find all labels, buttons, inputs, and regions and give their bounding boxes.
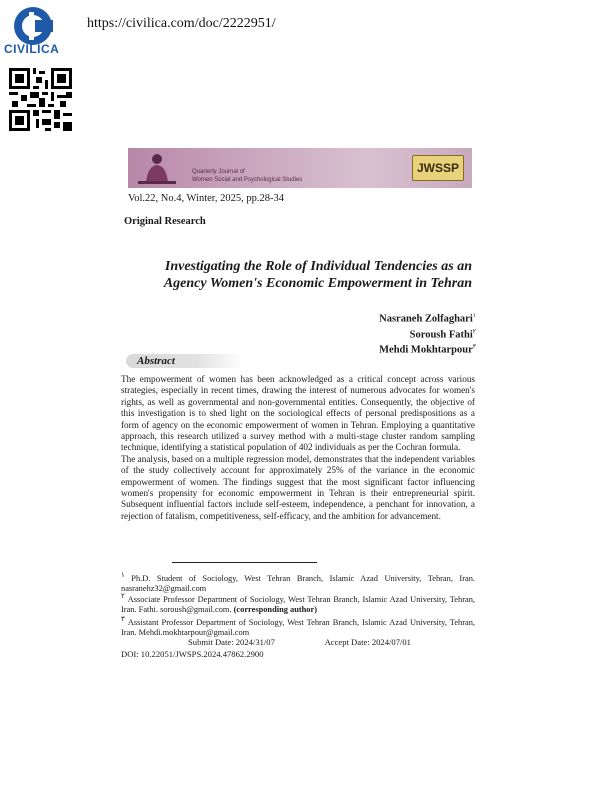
abstract-paragraph-2: The analysis, based on a multiple regression model, demonstrates that the independent variables of the study collectively account for approximately 25% of the variance in the economic empowerment of women. The findings suggest that the most significant factor influencing women's propensity for economic empowerment in Tehran is their entrepreneurial spirit. Subsequent influential factors include self-esteem, independence, a penchant for innovation, a rejection of fatalism, competitiveness, self-efficacy, and the ambition for advancement. [121, 453, 475, 521]
footnote-1: $^١$ Ph.D. Student of Sociology, West Tehran Branch, Islamic Azad University, Tehran, Iran. nasranehz32@gmail.com [121, 571, 476, 594]
author-2: Soroush Fathi$^٢$ [409, 328, 476, 340]
submit-date: Submit Date: 2024/31/07 [188, 637, 275, 647]
woman-figure-icon [138, 152, 176, 184]
journal-name-line2: Women Social and Psychological Studies [192, 177, 303, 183]
abstract-paragraph-1: The empowerment of women has been acknowledged as a critical concept across various strategies, especially in recent times, drawing the interest of numerous advocates for women's rights, as well as governmental and non-governmental entities. Consequently, the objective of this investigation is to shed light on the sociological effects of personal predispositions as a form of agency on the economic empowerment of women in Tehran. Employing a quantitative approach, this research utilized a survey method with a multi-stage cluster random sampling technique, identifying a statistical population of 402 individuals as per the Cochran formula. [121, 374, 475, 453]
journal-name-line1: Quarterly Journal of [192, 169, 245, 175]
journal-name [192, 168, 302, 184]
document-url[interactable]: https://civilica.com/doc/2222951/ [87, 16, 276, 31]
abstract-heading: Abstract [137, 355, 175, 367]
accept-date: Accept Date: 2024/07/01 [324, 637, 411, 647]
author-3: Mehdi Mokhtarpour$^٣$ [379, 344, 476, 356]
author-1: Nasraneh Zolfaghari$^١$ [379, 313, 476, 325]
doi[interactable]: DOI: 10.22051/JWSPS.2024.47862.2900 [121, 649, 264, 659]
submission-dates [188, 637, 459, 647]
article-type: Original Research [124, 216, 206, 227]
volume-info: Vol.22, No.4, Winter, 2025, pp.28-34 [128, 193, 284, 204]
article-title: Investigating the Role of Individual Tendencies as an Agency Women's Economic Empowerment in Tehran [163, 259, 472, 291]
footnote-divider [172, 562, 317, 563]
footnote-2: $^٢$ Associate Professor Department of Sociology, West Tehran Branch, Islamic Azad University, Tehran, Iran. Fathi. soroush@gmail.com. (corresponding author) [121, 592, 476, 615]
civilica-logo-text: CIVILICA [4, 42, 60, 56]
author-list [300, 310, 476, 357]
abstract-body [121, 374, 475, 522]
qr-code-icon [9, 68, 72, 131]
journal-badge: JWSSP [412, 155, 464, 181]
footnote-3: $^٣$ Assistant Professor Department of Sociology, West Tehran Branch, Islamic Azad University, Tehran, Iran. Mehdi.mokhtarpour@gmail.com [121, 615, 476, 638]
